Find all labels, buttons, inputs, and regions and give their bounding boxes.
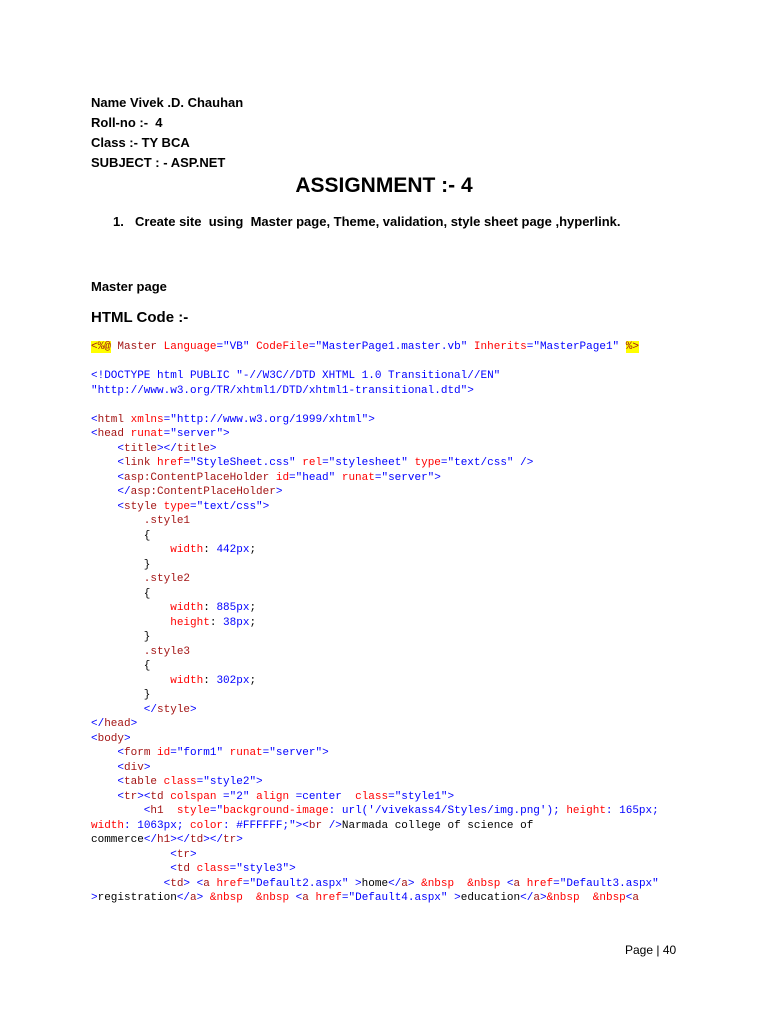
code-token: < xyxy=(91,790,125,803)
code-token: a xyxy=(401,877,408,890)
code-token: ="Default2.aspx" > xyxy=(242,877,362,890)
code-token: class xyxy=(196,863,230,875)
code-token: ="http://www.w3.org/1999/xhtml"> xyxy=(163,413,375,426)
code-token: >< xyxy=(137,790,151,803)
code-token xyxy=(91,602,170,614)
code-token: td xyxy=(170,877,184,890)
code-line xyxy=(91,761,731,776)
section-heading: Master page xyxy=(91,279,167,294)
code-token xyxy=(91,544,170,556)
code-line xyxy=(91,848,731,863)
code-line xyxy=(91,369,731,384)
code-token: < xyxy=(91,805,151,817)
code-token: tr xyxy=(124,790,138,803)
code-token: href xyxy=(526,877,554,890)
code-token: html xyxy=(97,413,131,426)
code-token: ="form1" xyxy=(170,747,230,759)
subject: SUBJECT : - ASP.NET xyxy=(91,155,226,170)
code-token: ; xyxy=(652,805,659,817)
code-token: ="Default4.aspx" > xyxy=(341,892,461,904)
code-token: < xyxy=(91,848,177,861)
page-number: 40 xyxy=(662,943,677,957)
code-line xyxy=(91,833,731,848)
code-token: <!DOCTYPE html PUBLIC "-//W3C//DTD XHTML 1.0 Transitional//EN" xyxy=(91,370,501,382)
code-token: height xyxy=(566,805,606,817)
code-line xyxy=(91,703,731,718)
code-line xyxy=(91,355,731,370)
code-token: a xyxy=(533,892,540,904)
code-token: 442px xyxy=(216,544,250,556)
code-line xyxy=(91,891,731,906)
code-token: < xyxy=(91,442,125,455)
code-line xyxy=(91,398,731,413)
code-token: id xyxy=(275,471,290,484)
code-token: ="style1"> xyxy=(388,790,455,803)
code-line xyxy=(91,442,731,457)
code-token: type xyxy=(414,457,441,469)
code-token: colspan xyxy=(170,790,224,803)
class-name: Class :- TY BCA xyxy=(91,135,190,150)
code-token: ; xyxy=(249,616,257,629)
code-token: > < xyxy=(183,877,204,890)
code-token: xmlns xyxy=(130,413,164,426)
code-token: registration xyxy=(97,892,177,904)
code-token: td xyxy=(176,863,197,875)
code-line xyxy=(91,500,731,515)
code-line xyxy=(91,601,731,616)
code-token: a xyxy=(632,892,639,904)
code-token: < xyxy=(91,747,125,759)
code-token: a xyxy=(203,877,217,890)
code-token: form xyxy=(124,747,158,759)
code-token: head xyxy=(104,718,131,730)
code-token: : xyxy=(605,805,620,817)
code-token: ="text/css" /> xyxy=(440,457,534,469)
code-token: ="head" xyxy=(289,471,342,484)
code-token: 885px xyxy=(216,602,250,614)
code-token: a xyxy=(513,877,527,890)
code-token: > xyxy=(539,892,547,904)
code-token: runat xyxy=(341,471,375,484)
code-token: height xyxy=(170,616,210,629)
code-token: Language xyxy=(163,341,217,353)
code-token: </ xyxy=(520,892,534,904)
code-token: education xyxy=(460,892,521,904)
code-token: ="stylesheet" xyxy=(322,457,415,469)
code-token: style xyxy=(124,500,164,513)
code-token: < xyxy=(506,877,514,890)
code-line xyxy=(91,645,731,660)
code-token: ; xyxy=(553,805,567,817)
code-token: href xyxy=(157,457,184,469)
code-token: class xyxy=(355,790,389,803)
code-token: br xyxy=(308,819,329,832)
code-token: < xyxy=(295,892,303,904)
code-line xyxy=(91,674,731,689)
code-token: Master xyxy=(110,341,164,353)
code-token: url('/vivekass4/Styles/img.png') xyxy=(341,805,554,817)
code-token: =" xyxy=(209,805,224,817)
code-token: tr xyxy=(176,848,191,861)
code-token: ; xyxy=(249,544,257,556)
code-token: ="2" xyxy=(223,790,257,803)
page-footer xyxy=(625,943,676,957)
code-token: : xyxy=(203,602,217,614)
code-token: ="server"> xyxy=(163,428,230,440)
code-token: &nbsp &nbsp xyxy=(546,892,626,904)
code-line xyxy=(91,659,731,674)
code-token: < xyxy=(91,776,125,788)
code-line xyxy=(91,543,731,558)
code-token: ="server"> xyxy=(374,471,441,484)
code-token: 165px xyxy=(619,805,653,817)
code-token: </ xyxy=(91,718,105,730)
code-token: 1063px xyxy=(137,819,177,832)
code-token: width xyxy=(170,674,204,687)
code-line xyxy=(91,456,731,471)
code-token: < xyxy=(91,500,125,513)
code-token: < xyxy=(91,863,177,875)
code-token: style xyxy=(176,805,210,817)
code-token: } xyxy=(91,689,151,701)
code-token: ="style2"> xyxy=(196,776,263,788)
code-token: : xyxy=(203,674,217,687)
code-token: .style2 xyxy=(91,573,191,585)
code-token: div xyxy=(124,761,144,774)
code-token: > xyxy=(407,877,422,890)
code-token: ; xyxy=(249,602,257,614)
code-token: > xyxy=(124,732,131,745)
code-token: ></ xyxy=(157,442,177,455)
code-token: < xyxy=(91,761,125,774)
code-token: runat xyxy=(130,428,164,440)
code-token xyxy=(91,675,170,687)
code-token: > xyxy=(143,761,151,774)
code-token: <%@ xyxy=(91,341,111,353)
code-token: home xyxy=(361,877,389,890)
code-token: asp:ContentPlaceHolder xyxy=(124,471,276,484)
code-token: < xyxy=(91,457,125,469)
code-token: : xyxy=(223,819,237,832)
code-token: style xyxy=(157,703,191,716)
code-token: < xyxy=(91,471,125,484)
code-line xyxy=(91,485,731,500)
assignment-title: ASSIGNMENT :- 4 xyxy=(295,174,473,197)
code-line xyxy=(91,384,731,399)
code-token: class xyxy=(163,776,197,788)
code-token: link xyxy=(124,457,158,469)
code-token: { xyxy=(91,660,151,672)
code-token: width xyxy=(170,544,204,556)
code-token: 302px xyxy=(216,674,250,687)
code-token: } xyxy=(91,631,151,643)
code-token: > xyxy=(130,718,138,730)
task-item xyxy=(113,214,621,229)
code-token: > xyxy=(275,486,283,498)
code-token: table xyxy=(124,776,164,788)
code-token: td xyxy=(150,790,171,803)
task-number: 1. xyxy=(113,214,124,229)
code-token: { xyxy=(91,529,151,542)
code-line xyxy=(91,616,731,631)
code-token: a xyxy=(302,892,316,904)
code-line xyxy=(91,775,731,790)
code-token: ="Default3.aspx" xyxy=(553,877,659,890)
code-token: </ xyxy=(388,877,402,890)
code-token: </ xyxy=(91,486,131,498)
roll-number: Roll-no :- 4 xyxy=(91,115,163,130)
code-token: ="server"> xyxy=(262,747,329,759)
code-token: color xyxy=(190,819,224,832)
code-token: Narmada college of science of xyxy=(341,819,534,832)
code-token: tr xyxy=(223,834,237,846)
page-label: Page xyxy=(625,943,654,957)
code-line xyxy=(91,688,731,703)
code-token: : xyxy=(328,805,342,817)
code-token: > xyxy=(190,703,197,716)
code-token: runat xyxy=(229,747,263,759)
code-token xyxy=(91,617,170,629)
code-token: width xyxy=(170,602,204,614)
code-token: CodeFile xyxy=(256,341,309,353)
code-token: /> xyxy=(328,819,342,832)
code-token: ="text/css"> xyxy=(190,500,270,513)
task-text: Create site using Master page, Theme, validation, style sheet page ,hyperlink. xyxy=(135,214,621,229)
code-token: .style1 xyxy=(91,515,191,527)
student-name: Name Vivek .D. Chauhan xyxy=(91,95,244,110)
code-token: Inherits xyxy=(473,341,527,353)
code-token: type xyxy=(163,500,191,513)
code-line xyxy=(91,514,731,529)
code-line xyxy=(91,630,731,645)
code-token: "http://www.w3.org/TR/xhtml1/DTD/xhtml1-transitional.dtd"> xyxy=(91,384,474,397)
code-token: = xyxy=(308,341,316,353)
code-token: 38px xyxy=(223,616,250,629)
code-block xyxy=(91,340,731,906)
code-token: > xyxy=(236,834,243,846)
code-token: &nbsp &nbsp xyxy=(421,877,507,890)
code-token: > xyxy=(91,892,98,904)
code-token: %> xyxy=(625,341,639,353)
code-token: < xyxy=(91,877,171,890)
code-token: .style3 xyxy=(91,645,191,658)
code-token: asp:ContentPlaceHolder xyxy=(130,486,276,498)
code-heading: HTML Code :- xyxy=(91,309,189,326)
code-token: &nbsp &nbsp xyxy=(209,892,296,904)
code-token: = xyxy=(216,341,224,353)
code-token: < xyxy=(91,413,98,426)
code-token: h1 xyxy=(157,834,171,846)
code-token: "MasterPage1.master.vb" xyxy=(315,341,474,353)
code-line xyxy=(91,427,731,442)
code-token: td xyxy=(190,834,204,846)
code-line xyxy=(91,587,731,602)
code-line xyxy=(91,862,731,877)
code-token: < xyxy=(91,732,98,745)
code-token: width xyxy=(91,819,125,832)
code-token: background-image xyxy=(223,805,329,817)
code-token: } xyxy=(91,558,151,571)
code-token: ></ xyxy=(203,834,224,846)
code-token: : xyxy=(203,544,217,556)
code-token: </ xyxy=(143,834,158,846)
code-line xyxy=(91,877,731,892)
code-line xyxy=(91,558,731,573)
code-line xyxy=(91,529,731,544)
code-token: h1 xyxy=(150,805,177,817)
code-line xyxy=(91,819,731,834)
code-token: title xyxy=(124,442,158,455)
code-token: align xyxy=(256,790,296,803)
code-line xyxy=(91,717,731,732)
code-token: "MasterPage1" xyxy=(533,341,626,353)
code-token: ="StyleSheet.css" xyxy=(183,457,303,469)
code-token: < xyxy=(625,892,633,904)
code-line xyxy=(91,746,731,761)
code-token: ; xyxy=(176,819,191,832)
code-token: title xyxy=(176,442,210,455)
code-token: a xyxy=(190,892,197,904)
code-token: > xyxy=(190,848,197,861)
code-token: : xyxy=(209,616,224,629)
code-token: { xyxy=(91,587,151,600)
code-token: : xyxy=(124,819,138,832)
code-token: = xyxy=(526,341,534,353)
code-token: rel xyxy=(302,457,323,469)
code-line xyxy=(91,732,731,747)
code-token: href xyxy=(315,892,342,904)
code-token: id xyxy=(157,747,171,759)
code-token: ></ xyxy=(170,834,191,846)
code-token: ; xyxy=(249,674,257,687)
code-token: ="style3"> xyxy=(229,863,296,875)
code-token: > xyxy=(196,892,210,904)
code-token: < xyxy=(91,428,98,440)
code-token: > xyxy=(209,442,217,455)
code-line xyxy=(91,471,731,486)
page-separator: | xyxy=(656,943,660,957)
code-token: "VB" xyxy=(223,341,257,353)
code-token: ;">< xyxy=(282,819,309,832)
code-token: head xyxy=(97,428,131,440)
code-line xyxy=(91,790,731,805)
code-token: =center xyxy=(295,790,356,803)
code-line xyxy=(91,572,731,587)
code-token: #FFFFFF xyxy=(236,819,283,832)
code-token: </ xyxy=(91,703,158,716)
code-line xyxy=(91,340,731,355)
code-line xyxy=(91,413,731,428)
student-info xyxy=(91,93,243,173)
code-token: body xyxy=(97,732,125,745)
code-token: href xyxy=(216,877,243,890)
code-token: </ xyxy=(176,892,191,904)
code-token: commerce xyxy=(91,834,144,846)
code-line xyxy=(91,804,731,819)
